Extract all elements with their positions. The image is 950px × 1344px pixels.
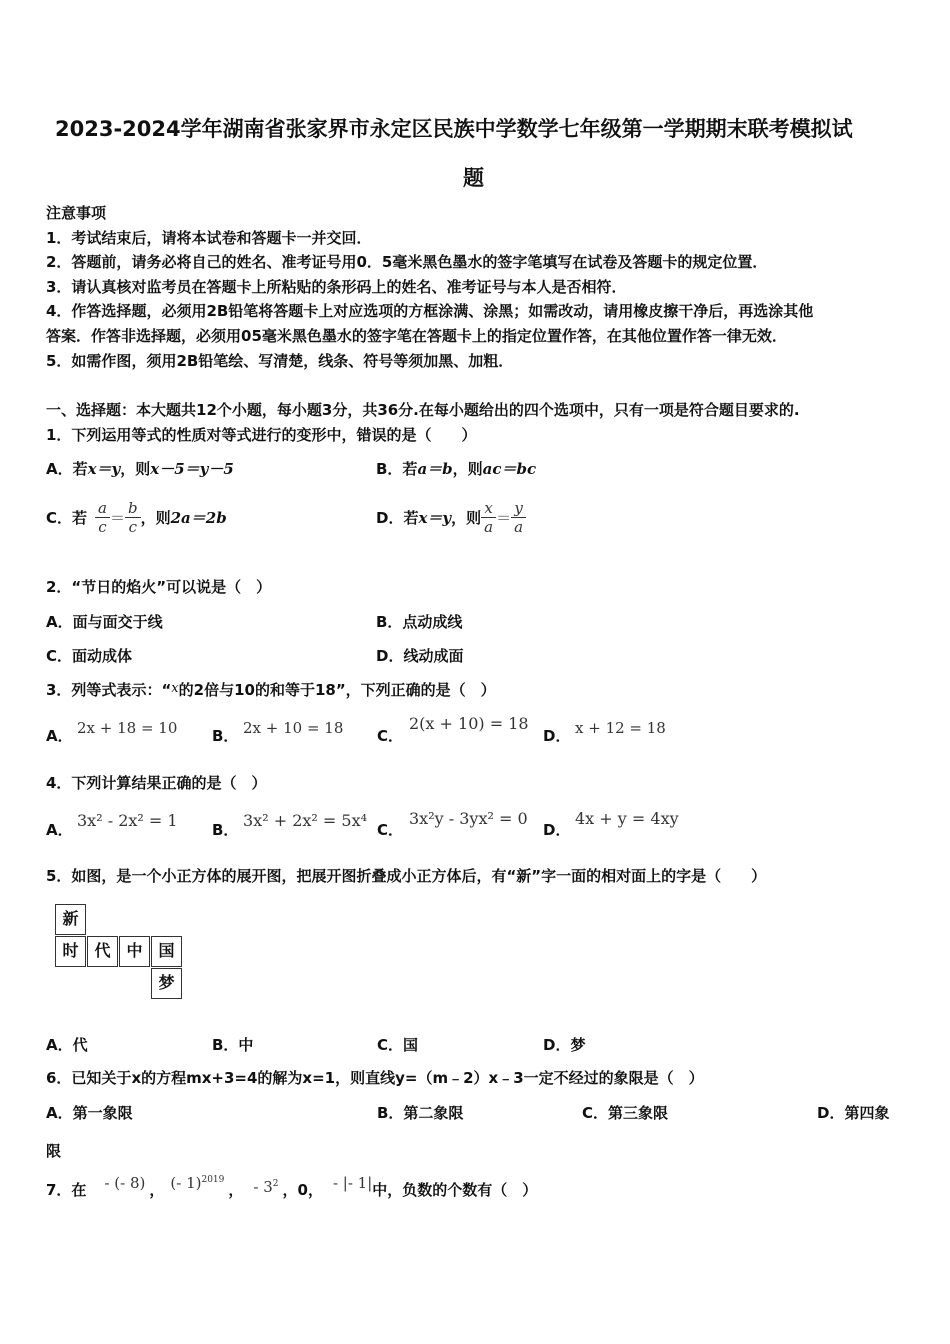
q4-option-c-label: C．: [377, 821, 404, 839]
q5-option-d: D．梦: [543, 1036, 586, 1054]
notice-item: 3．请认真核对监考员在答题卡上所粘贴的条形码上的姓名、准考证号与本人是否相符．: [46, 278, 627, 296]
q4-option-d-label: D．: [543, 821, 571, 839]
q2-option-b: B．点动成线: [376, 613, 463, 631]
notice-heading: 注意事项: [46, 204, 107, 222]
notice-item: 2．答题前，请务必将自己的姓名、准考证号用0．5毫米黑色墨水的签字笔填写在试卷及答题卡的规定位置．: [46, 253, 768, 271]
notice-item: 5．如需作图，须用2B铅笔绘、写清楚，线条、符号等须加黑、加粗．: [46, 352, 514, 370]
section-heading: 一、选择题：本大题共12个小题，每小题3分，共36分.在每小题给出的四个选项中，只有一项是符合题目要求的.: [46, 401, 800, 419]
net-cell: 梦: [151, 968, 182, 999]
q6-option-c: C．第三象限: [582, 1104, 669, 1122]
net-cell: 中: [119, 936, 150, 967]
question-4-stem: 4．下列计算结果正确的是（ ）: [46, 774, 267, 792]
q7-expr-3: - $3^2$: [253, 1178, 279, 1196]
q7-expr-4: - |- 1|: [332, 1174, 373, 1192]
q6-option-d: D．第四象: [817, 1104, 890, 1122]
q2-option-c: C．面动成体: [46, 647, 133, 665]
q5-option-a: A．代: [46, 1036, 88, 1054]
q1-option-b: B．若a＝b，则ac＝bc: [376, 460, 537, 478]
q3-option-b-expr: 2x + 10 = 18: [243, 719, 344, 737]
question-6-stem: 6．已知关于x的方程mx+3=4的解为x=1，则直线y=（m﹣2）x﹣3一定不经过的象限是（ ）: [46, 1069, 704, 1087]
q3-option-d-label: D．: [543, 727, 571, 745]
page-title-line2: 题: [463, 166, 484, 190]
question-5-stem: 5．如图，是一个小正方体的展开图，把展开图折叠成小正方体后，有“新”字一面的相对面上的字是（ ）: [46, 867, 767, 885]
q7-expr-1: - (- 8): [104, 1174, 146, 1192]
question-7-stem: 7．在 - (- 8) ， (- 1)$^{2019}$ ， - $3^2$ ，0， - |- 1| 中，负数的个数有（ ）: [46, 1174, 538, 1199]
question-2-stem: 2．“节日的焰火”可以说是（ ）: [46, 578, 272, 596]
q4-option-b-label: B．: [212, 821, 239, 839]
q5-option-c: C．国: [377, 1036, 419, 1054]
q4-option-a-label: A．: [46, 821, 73, 839]
q1-option-c: C．若 $\frac{a}{c}$ ＝ $\frac{b}{c}$ ，则 2a＝2b: [46, 498, 227, 536]
question-3-stem: 3．列等式表示：“x的2倍与10的和等于18”，下列正确的是（ ）: [46, 681, 496, 699]
q3-option-b-label: B．: [212, 727, 239, 745]
net-cell: 新: [55, 904, 86, 935]
q1-option-d: D．若 x＝y ，则 $\frac{x}{a}$ ＝ $\frac{y}{a}$: [376, 494, 526, 540]
q5-option-b: B．中: [212, 1036, 254, 1054]
q2-option-d: D．线动成面: [376, 647, 464, 665]
net-cell: 时: [55, 936, 86, 967]
page-title-line1: 2023-2024学年湖南省张家界市永定区民族中学数学七年级第一学期期末联考模拟试: [55, 117, 853, 141]
q2-option-a: A．面与面交于线: [46, 613, 163, 631]
q1-option-a: A．若x＝y，则x－5＝y－5: [46, 460, 234, 478]
notice-item: 1．考试结束后，请将本试卷和答题卡一并交回．: [46, 229, 372, 247]
q4-option-b-expr: 3x² + 2x² = 5x⁴: [243, 811, 368, 830]
notice-item: 答案．作答非选择题，必须用05毫米黑色墨水的签字笔在答题卡上的指定位置作答，在其他位置作答一律无效．: [46, 327, 787, 345]
q3-option-c-expr: 2(x + 10) = 18: [409, 714, 529, 733]
q3-option-d-expr: x + 12 = 18: [575, 719, 666, 737]
q4-option-a-expr: 3x² - 2x² = 1: [77, 811, 178, 830]
q3-option-c-label: C．: [377, 727, 404, 745]
q4-option-c-expr: 3x²y - 3yx² = 0: [409, 809, 528, 828]
net-cell: 代: [87, 936, 118, 967]
question-1-stem: 1．下列运用等式的性质对等式进行的变形中，错误的是（ ）: [46, 426, 477, 444]
notice-item: 4．作答选择题，必须用2B铅笔将答题卡上对应选项的方框涂满、涂黑；如需改动，请用橡皮擦干净后，再选涂其他: [46, 302, 814, 320]
q3-option-a-expr: 2x + 18 = 10: [77, 719, 178, 737]
net-cell: 国: [151, 936, 182, 967]
q3-option-a-label: A．: [46, 727, 73, 745]
q7-expr-2: (- 1)$^{2019}$: [170, 1174, 225, 1192]
q4-option-d-expr: 4x + y = 4xy: [575, 809, 679, 828]
q6-option-d-wrap: 限: [46, 1142, 62, 1160]
q6-option-b: B．第二象限: [377, 1104, 464, 1122]
q6-option-a: A．第一象限: [46, 1104, 133, 1122]
